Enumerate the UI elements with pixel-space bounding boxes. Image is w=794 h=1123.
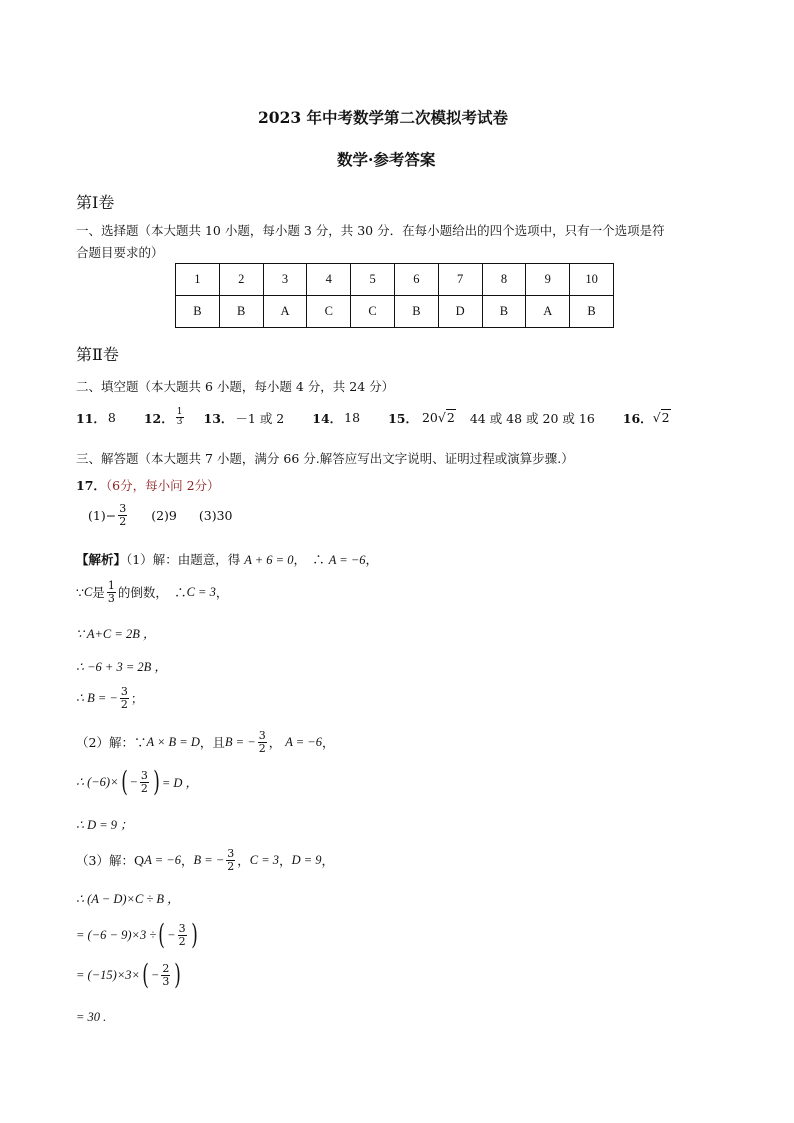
equation: B = −: [193, 852, 225, 867]
q15-answer-rest: 44 或 48 或 20 或 16: [469, 410, 595, 426]
question-number-cell: 1: [176, 264, 220, 296]
fraction-numerator: 3: [140, 768, 148, 782]
equation: A = −6: [328, 553, 366, 567]
equation: ∴ (−6)×: [76, 775, 119, 789]
minus-sign: −: [150, 967, 160, 982]
fraction-denominator: 2: [178, 934, 186, 948]
q17-answer-1-label: (1)−: [88, 507, 117, 523]
analysis-line-9: [76, 848, 334, 872]
fraction-denominator: 2: [227, 859, 235, 873]
fraction: [120, 686, 129, 710]
q16-label: 16．: [622, 410, 653, 426]
answer-cell: A: [526, 296, 570, 328]
paren-left: (: [120, 765, 128, 798]
analysis-line-7: [76, 765, 199, 798]
answer-table-answer-row: [176, 296, 614, 328]
question-number-cell: 4: [307, 264, 351, 296]
text: ，: [321, 735, 335, 751]
part1-heading: 第Ⅰ卷: [76, 193, 115, 212]
analysis-line-8: ∴ D = 9 ；: [76, 818, 133, 832]
equation: B = −: [224, 734, 256, 749]
text: ∵: [76, 584, 84, 600]
text: 是: [92, 585, 105, 601]
question-number-cell: 2: [219, 264, 263, 296]
paren-right: ): [153, 765, 160, 798]
fraction-numerator: 3: [227, 847, 235, 860]
text: ， ∴: [293, 552, 329, 567]
equation: A × B = D: [146, 734, 200, 749]
fraction-denominator: 2: [258, 741, 266, 755]
answer-cell: B: [394, 296, 438, 328]
solve-instructions: 三、解答题（本大题共 7 小题，满分 66 分.解答应写出文字说明、证明过程或演算步骤.）: [76, 451, 574, 466]
answer-cell: D: [438, 296, 482, 328]
q14-label: 14．: [312, 410, 343, 426]
part2-heading: 第Ⅱ卷: [76, 345, 119, 364]
answer-cell: A: [263, 296, 307, 328]
text: ，且: [199, 735, 225, 751]
q11-answer: 8: [107, 410, 116, 426]
fraction: [107, 580, 116, 604]
question-number-cell: 10: [570, 264, 614, 296]
equation: C = 3: [186, 584, 216, 599]
equation: = (−6 − 9)×3 ÷: [76, 927, 157, 942]
analysis-label: 【解析】: [76, 552, 127, 567]
equation: D = 9: [291, 852, 322, 867]
paren-right: ): [190, 918, 198, 951]
fraction: [140, 770, 149, 794]
fraction-denominator: 3: [162, 974, 170, 988]
question-number-cell: 8: [482, 264, 526, 296]
text: ，: [279, 853, 292, 869]
analysis-line-12: [76, 958, 183, 991]
text: （1）解：由题意，得: [126, 552, 245, 567]
fraction-denominator: 2: [140, 781, 148, 795]
q13-answer: －1 或 2: [235, 410, 285, 426]
radicand: 2: [446, 410, 455, 426]
page-title: 2023 年中考数学第二次模拟考试卷: [258, 108, 509, 127]
analysis-line-2: [76, 580, 228, 604]
equation: A = −6: [285, 734, 322, 749]
text: 的倒数， ∴: [117, 585, 187, 601]
q14-answer: 18: [344, 410, 361, 426]
fraction-numerator: 2: [162, 961, 170, 975]
question-number-cell: 6: [394, 264, 438, 296]
text: ，: [321, 853, 335, 869]
fraction: [226, 848, 235, 872]
answer-table: [175, 263, 614, 328]
equation: ∴ B = −: [76, 691, 118, 706]
text: ；: [130, 691, 144, 707]
q17-answers: [88, 503, 232, 527]
answer-cell: C: [307, 296, 351, 328]
q13-label: 13．: [203, 410, 234, 426]
paren-right: ): [174, 958, 182, 991]
q17-answer-3: (3)30: [198, 507, 233, 523]
question-number-cell: 5: [351, 264, 395, 296]
text: ，: [215, 585, 229, 601]
paren-left: (: [158, 918, 165, 951]
q11-label: 11．: [76, 410, 106, 426]
answer-table-number-row: [176, 264, 614, 296]
minus-sign: −: [129, 774, 138, 789]
fraction-numerator: 3: [120, 685, 128, 698]
question-number-cell: 3: [263, 264, 307, 296]
fraction-numerator: 3: [258, 729, 266, 742]
fraction: [161, 963, 170, 987]
paren-left: (: [142, 958, 149, 991]
answer-cell: B: [176, 296, 220, 328]
fraction-numerator: 1: [176, 407, 183, 417]
answer-cell: B: [482, 296, 526, 328]
q15-answer-coef: 20: [421, 410, 438, 426]
q17-score: （6分，每小问 2分）: [105, 478, 220, 493]
radicand: 2: [661, 410, 670, 426]
page-subtitle: 数学·参考答案: [337, 150, 436, 169]
analysis-line-13: = 30 .: [76, 1010, 107, 1024]
fraction-numerator: 3: [178, 921, 186, 935]
fraction-denominator: 3: [107, 591, 115, 605]
q12-answer-fraction: [176, 408, 184, 428]
fraction-denominator: 2: [120, 697, 128, 711]
q17-header: [76, 476, 220, 494]
analysis-line-10: ∴ (A − D)×C ÷ B ，: [76, 892, 180, 906]
question-number-cell: 9: [526, 264, 570, 296]
equation: C = 3: [249, 852, 280, 867]
q12-label: 12．: [143, 410, 174, 426]
equation: = (−15)×3×: [76, 967, 140, 982]
analysis-line-6: [76, 730, 335, 754]
equation: A + 6 = 0: [244, 553, 294, 567]
text: ，: [180, 853, 194, 869]
answer-cell: B: [219, 296, 263, 328]
fill-instructions: 二、填空题（本大题共 6 小题，每小题 4 分，共 24 分）: [76, 379, 395, 394]
choice-instructions-line1: 一、选择题（本大题共 10 小题，每小题 3 分，共 30 分．在每小题给出的四个选项中，只有一个选项是符: [76, 223, 665, 238]
analysis-line-1: [76, 550, 378, 568]
text: （2）解：∵: [76, 735, 147, 751]
fraction: [178, 923, 187, 947]
q16-sqrt: √2: [652, 410, 670, 426]
answer-cell: B: [570, 296, 614, 328]
choice-instructions-line2: 合题目要求的）: [76, 245, 164, 260]
equation: = D ，: [161, 776, 199, 790]
analysis-line-3: ∵ A+C = 2B ，: [76, 627, 156, 641]
q17-label: 17．: [76, 478, 106, 493]
analysis-line-5: [76, 686, 143, 710]
text: （3）解：Q: [76, 853, 145, 869]
fraction-denominator: 2: [119, 514, 127, 528]
q17-answer-1-fraction: [118, 503, 127, 527]
question-number-cell: 7: [438, 264, 482, 296]
text: ，: [268, 735, 282, 751]
text: ，: [365, 552, 379, 567]
text: ，: [237, 853, 250, 869]
q15-sqrt: √2: [437, 410, 455, 426]
analysis-line-4: ∴ −6 + 3 = 2B ，: [76, 660, 167, 674]
equation: A = −6: [144, 852, 181, 867]
fraction-numerator: 3: [119, 502, 127, 515]
q17-answer-2: (2)9: [151, 507, 177, 523]
fraction: [258, 730, 267, 754]
minus-sign: −: [167, 927, 176, 942]
fill-answers-row: [76, 408, 671, 428]
variable: C: [83, 584, 93, 599]
fraction-numerator: 1: [107, 579, 115, 592]
answer-cell: C: [351, 296, 395, 328]
analysis-line-11: [76, 918, 200, 951]
fraction-denominator: 3: [176, 417, 183, 428]
q15-label: 15．: [388, 410, 418, 426]
